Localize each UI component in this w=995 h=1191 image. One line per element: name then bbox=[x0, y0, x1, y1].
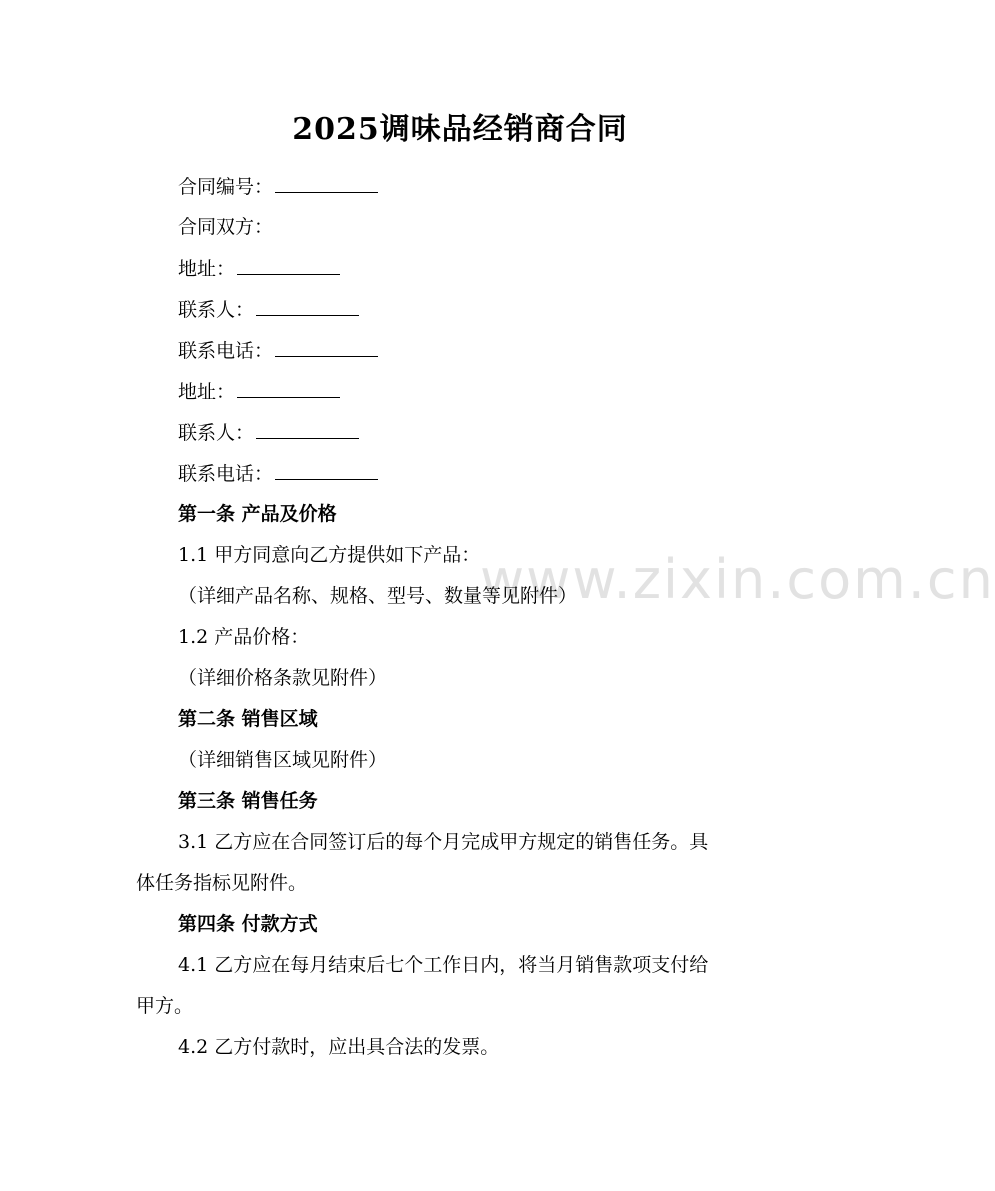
field-label: 合同编号： bbox=[178, 176, 274, 198]
field-label: 联系人： bbox=[178, 422, 255, 444]
field-parties bbox=[178, 213, 273, 241]
clause-3-1-line1: 3.1 乙方应在合同签订后的每个月完成甲方规定的销售任务。具 bbox=[178, 831, 709, 853]
section-1-heading: 第一条 产品及价格 bbox=[178, 503, 337, 525]
field-label: 联系电话： bbox=[178, 340, 274, 362]
field-label: 联系人： bbox=[178, 299, 255, 321]
blank-line bbox=[256, 418, 359, 439]
document-title: 2025调味品经销商合同 bbox=[292, 112, 628, 147]
field-contract-number bbox=[178, 172, 378, 201]
clause-1-2-note: （详细价格条款见附件） bbox=[178, 667, 388, 689]
section-4-heading: 第四条 付款方式 bbox=[178, 913, 318, 935]
field-contact-2 bbox=[178, 418, 359, 447]
section-3-heading: 第三条 销售任务 bbox=[178, 790, 318, 812]
field-address-2 bbox=[178, 377, 340, 406]
watermark: www.zixin.com.cn bbox=[480, 548, 995, 611]
clause-1-2: 1.2 产品价格： bbox=[178, 626, 310, 648]
clause-3-1-line2: 体任务指标见附件。 bbox=[136, 872, 308, 894]
clause-4-2: 4.2 乙方付款时，应出具合法的发票。 bbox=[178, 1036, 500, 1058]
blank-line bbox=[256, 295, 359, 316]
clause-4-1-line2: 甲方。 bbox=[136, 995, 194, 1017]
field-phone-2 bbox=[178, 459, 378, 488]
clause-4-1-line1: 4.1 乙方应在每月结束后七个工作日内，将当月销售款项支付给 bbox=[178, 954, 709, 976]
field-contact-1 bbox=[178, 295, 359, 324]
field-label: 合同双方： bbox=[178, 216, 274, 238]
blank-line bbox=[275, 172, 378, 193]
field-address-1 bbox=[178, 254, 340, 283]
blank-line bbox=[237, 254, 340, 275]
field-label: 地址： bbox=[178, 258, 236, 280]
blank-line bbox=[275, 459, 378, 480]
section-2-heading: 第二条 销售区域 bbox=[178, 708, 318, 730]
field-label: 地址： bbox=[178, 381, 236, 403]
blank-line bbox=[275, 336, 378, 357]
clause-1-1: 1.1 甲方同意向乙方提供如下产品： bbox=[178, 544, 481, 566]
field-label: 联系电话： bbox=[178, 463, 274, 485]
section-2-note: （详细销售区域见附件） bbox=[178, 749, 388, 771]
clause-1-1-note: （详细产品名称、规格、型号、数量等见附件） bbox=[178, 585, 578, 607]
blank-line bbox=[237, 377, 340, 398]
field-phone-1 bbox=[178, 336, 378, 365]
